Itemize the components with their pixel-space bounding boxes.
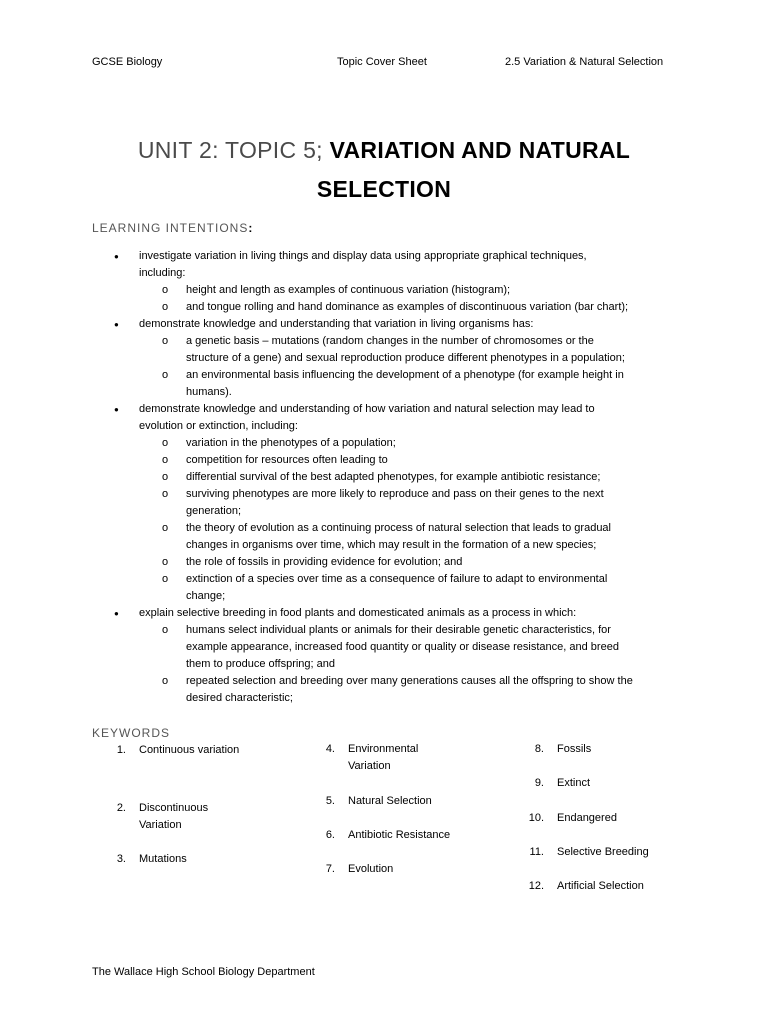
keyword-number: 4.	[325, 743, 335, 755]
sub-bullet-circle: o	[162, 488, 169, 500]
learning-subitem-line: competition for resources often leading to	[186, 454, 388, 466]
title-prefix: UNIT 2: TOPIC 5;	[137, 137, 330, 163]
sub-bullet-circle: o	[162, 335, 169, 347]
learning-subitem-line: humans).	[186, 386, 232, 398]
sub-bullet-circle: o	[162, 522, 169, 534]
title-bold-line1: VARIATION AND NATURAL	[329, 137, 631, 163]
learning-subitem-line: differential survival of the best adapted phenotypes, for example antibiotic resistance;	[186, 471, 601, 483]
bullet-dot: ●	[114, 320, 119, 329]
sub-bullet-circle: o	[162, 301, 169, 313]
learning-subitem-line: them to produce offspring; and	[186, 658, 336, 670]
title-bold-line2: SELECTION	[316, 176, 452, 202]
learning-item-line: demonstrate knowledge and understanding that variation in living organisms has:	[139, 318, 534, 330]
keyword-number: 10.	[528, 812, 544, 824]
keyword-number: 7.	[325, 863, 335, 875]
sub-bullet-circle: o	[162, 437, 169, 449]
learning-subitem-line: surviving phenotypes are more likely to reproduce and pass on their genes to the next	[186, 488, 604, 500]
bullet-dot: ●	[114, 609, 119, 618]
learning-intentions-heading	[92, 221, 253, 235]
sub-bullet-circle: o	[162, 454, 169, 466]
learning-item-line: evolution or extinction, including:	[139, 420, 298, 432]
keyword-number: 3.	[116, 853, 126, 865]
header-topic: 2.5 Variation & Natural Selection	[505, 56, 664, 68]
keyword-text: Antibiotic Resistance	[348, 829, 451, 841]
bullet-dot: ●	[114, 405, 119, 414]
learning-subitem-line: extinction of a species over time as a consequence of failure to adapt to environmental	[186, 573, 608, 585]
learning-subitem-line: an environmental basis influencing the development of a phenotype (for example height in	[186, 369, 624, 381]
keyword-text: Continuous variation	[139, 744, 240, 756]
keyword-text: Variation	[348, 760, 391, 772]
learning-subitem-line: humans select individual plants or animals for their desirable genetic characteristics, for	[186, 624, 611, 636]
learning-subitem-line: generation;	[186, 505, 242, 517]
keyword-text: Endangered	[557, 812, 617, 824]
page-footer: The Wallace High School Biology Department	[92, 966, 315, 978]
keyword-number: 2.	[116, 802, 126, 814]
learning-subitem-line: change;	[186, 590, 226, 602]
learning-item-line: demonstrate knowledge and understanding of how variation and natural selection may lead to	[139, 403, 595, 415]
page-title	[80, 131, 688, 209]
keyword-number: 6.	[325, 829, 335, 841]
bullet-dot: ●	[114, 252, 119, 261]
keyword-text: Natural Selection	[348, 795, 432, 807]
learning-subitem-line: desired characteristic;	[186, 692, 293, 704]
learning-subitem-line: variation in the phenotypes of a population;	[186, 437, 396, 449]
keyword-number: 11.	[529, 846, 544, 858]
learning-subitem-line: repeated selection and breeding over many generations causes all the offspring to show the	[186, 675, 633, 687]
keyword-number: 1.	[116, 744, 126, 756]
keyword-number: 9.	[534, 777, 544, 789]
keyword-text: Fossils	[557, 743, 592, 755]
sub-bullet-circle: o	[162, 471, 169, 483]
sub-bullet-circle: o	[162, 556, 169, 568]
keyword-text: Variation	[139, 819, 182, 831]
sub-bullet-circle: o	[162, 624, 169, 636]
keyword-number: 8.	[534, 743, 544, 755]
learning-item-line: including:	[139, 267, 186, 279]
learning-subitem-line: example appearance, increased food quantity or quality or disease resistance, and breed	[186, 641, 619, 653]
keyword-text: Discontinuous	[139, 802, 209, 814]
learning-subitem-line: the role of fossils in providing evidence for evolution; and	[186, 556, 463, 568]
header-subject: GCSE Biology	[92, 56, 163, 68]
learning-heading-colon: :	[248, 221, 254, 235]
keyword-text: Evolution	[348, 863, 394, 875]
learning-subitem-line: the theory of evolution as a continuing process of natural selection that leads to gradual	[186, 522, 611, 534]
keywords-heading: KEYWORDS	[92, 726, 171, 740]
learning-subitem-line: and tongue rolling and hand dominance as examples of discontinuous variation (bar chart);	[186, 301, 629, 313]
keyword-number: 12.	[528, 880, 544, 892]
sub-bullet-circle: o	[162, 675, 169, 687]
keyword-text: Artificial Selection	[557, 880, 644, 892]
learning-subitem-line: structure of a gene) and sexual reproduction produce different phenotypes in a population;	[186, 352, 625, 364]
sub-bullet-circle: o	[162, 573, 169, 585]
learning-subitem-line: changes in organisms over time, which may result in the formation of a new species;	[186, 539, 597, 551]
keyword-number: 5.	[325, 795, 335, 807]
keyword-text: Extinct	[557, 777, 591, 789]
sub-bullet-circle: o	[162, 369, 169, 381]
keyword-text: Mutations	[139, 853, 187, 865]
sub-bullet-circle: o	[162, 284, 169, 296]
learning-item-line: explain selective breeding in food plants and domesticated animals as a process in which:	[139, 607, 577, 619]
learning-heading-text: LEARNING INTENTIONS	[92, 221, 249, 235]
learning-subitem-line: height and length as examples of continuous variation (histogram);	[186, 284, 511, 296]
learning-subitem-line: a genetic basis – mutations (random changes in the number of chromosomes or the	[186, 335, 594, 347]
keyword-text: Environmental	[348, 743, 419, 755]
keyword-text: Selective Breeding	[557, 846, 649, 858]
learning-item-line: investigate variation in living things and display data using appropriate graphical techniques,	[139, 250, 587, 262]
header-sheet-type: Topic Cover Sheet	[337, 56, 427, 68]
